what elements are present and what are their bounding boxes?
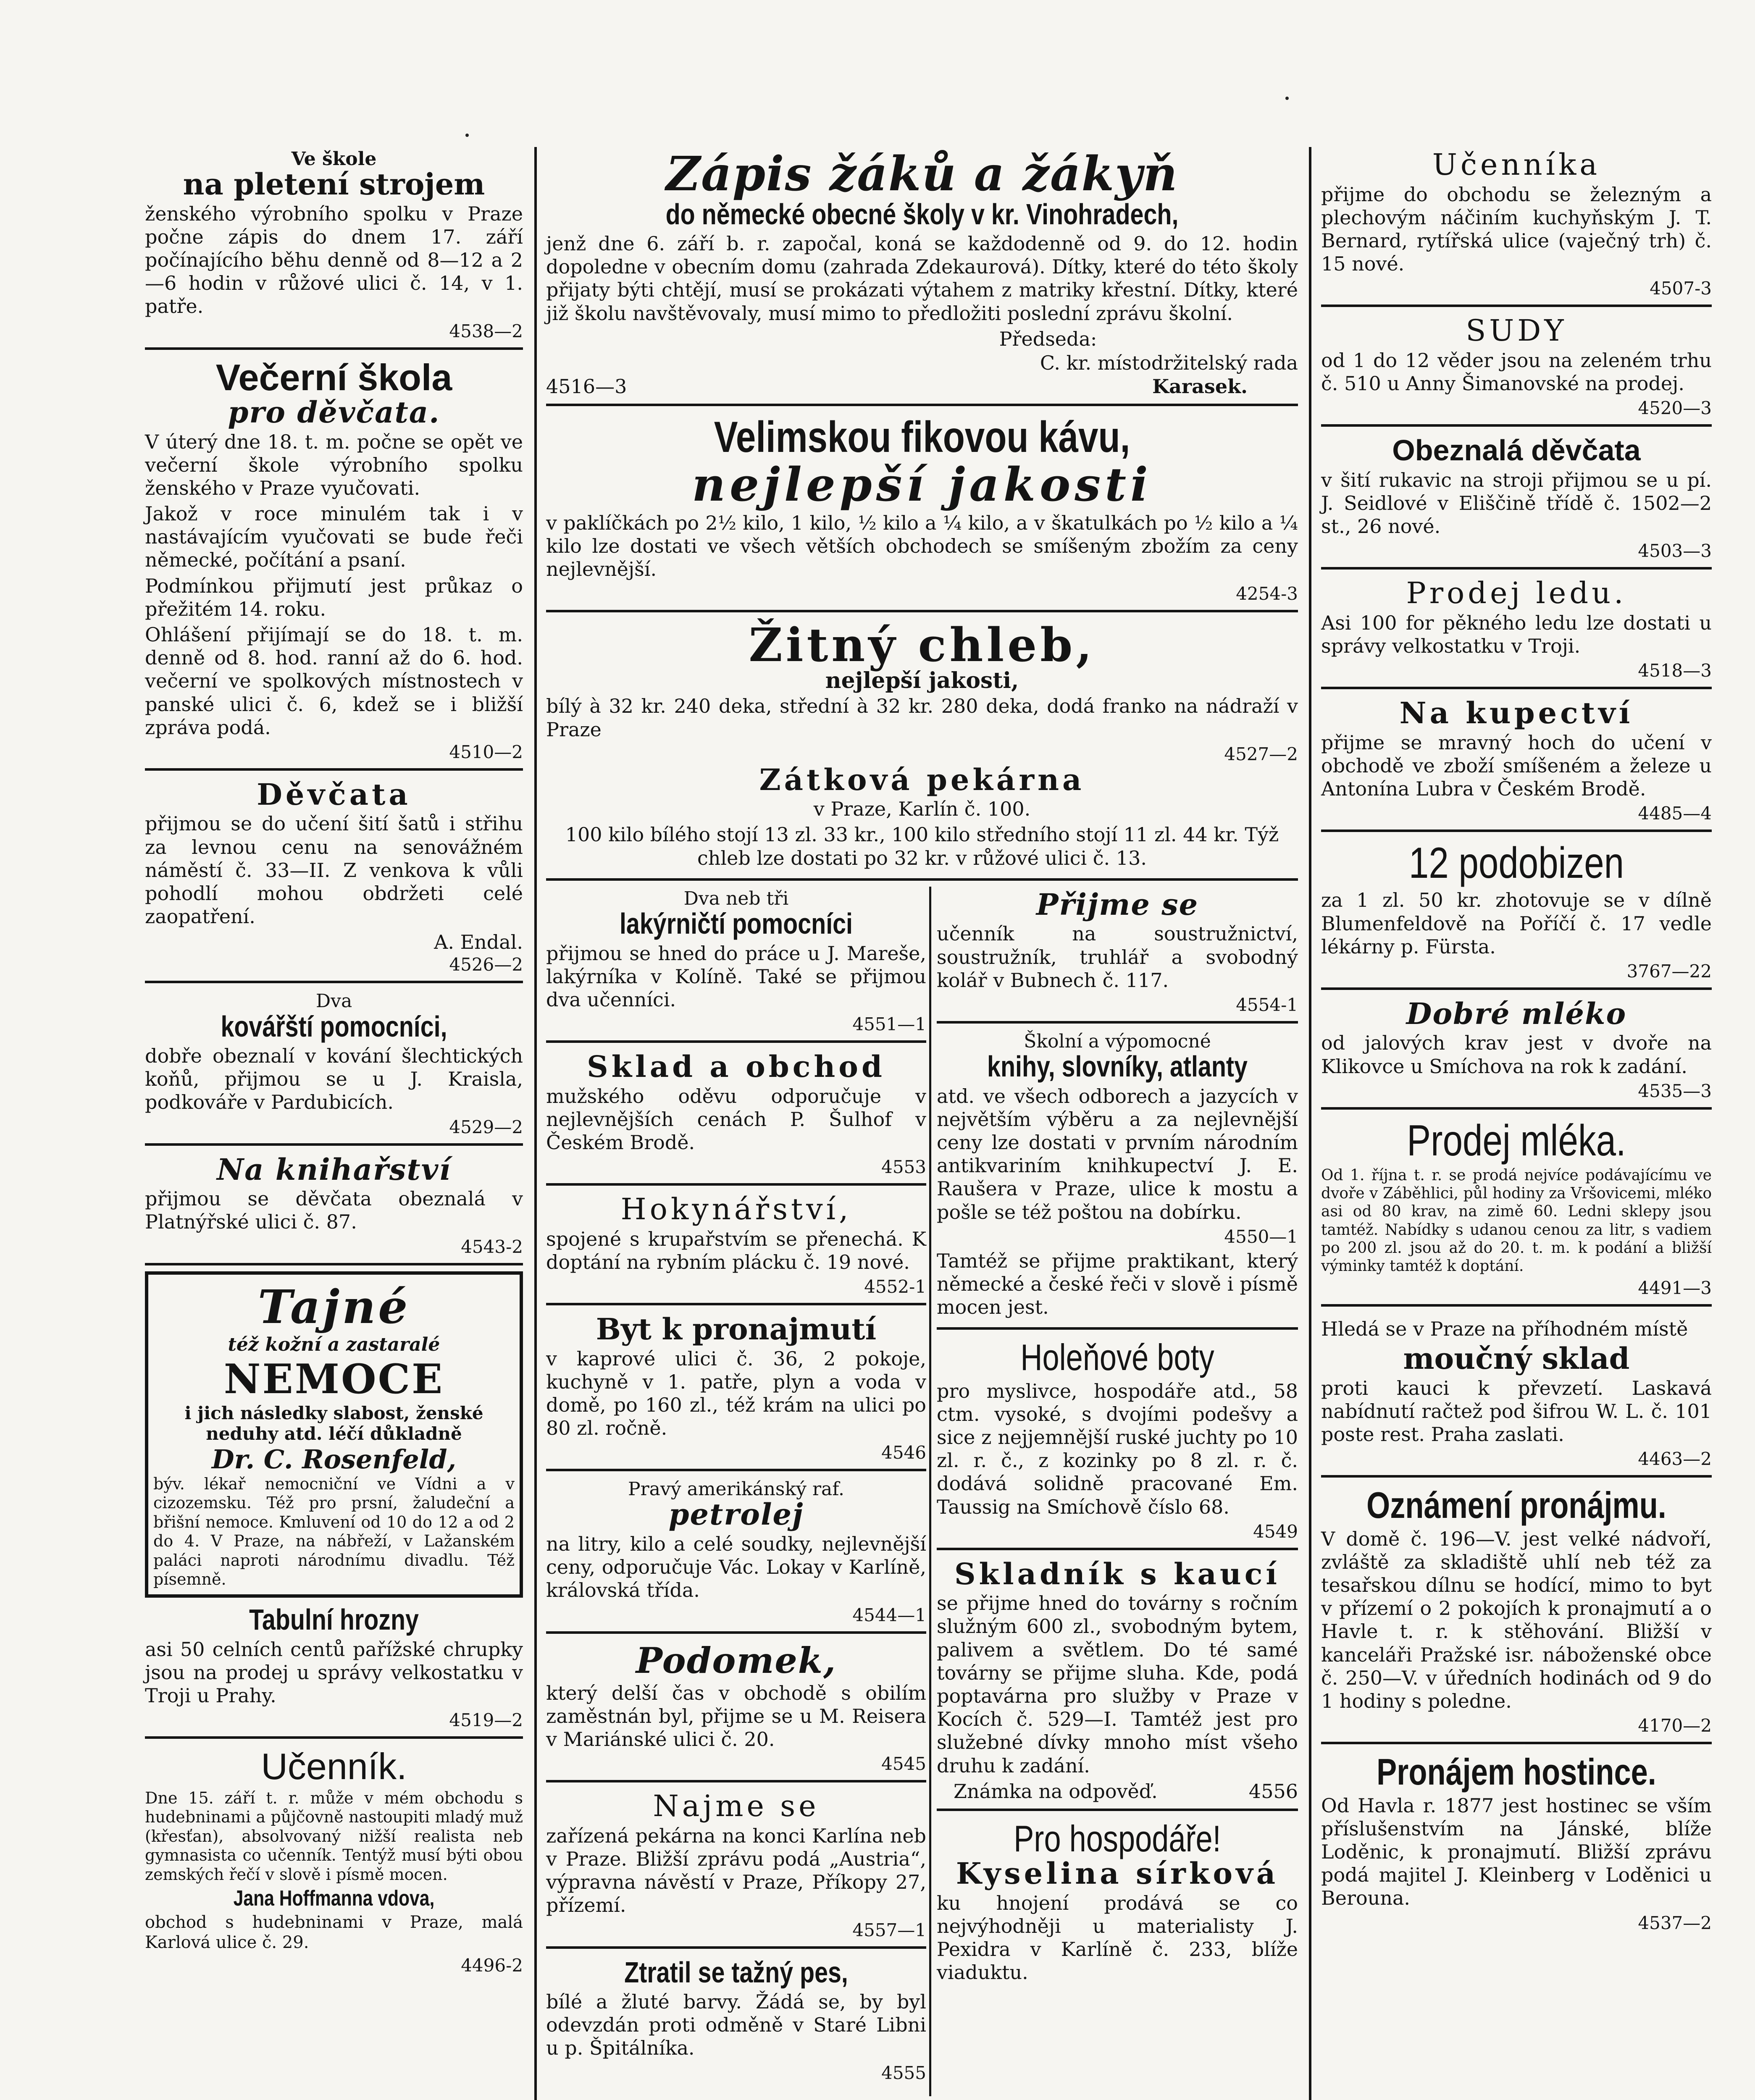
ad-grocery	[546, 1192, 926, 1305]
ad-title: SUDY	[1466, 313, 1567, 348]
ad-body: přijmou se hned do práce u J. Mareše, lakýrníka v Kolíně. Také se přijmou dva učenníci.	[546, 942, 926, 1011]
ad-knitting-school	[145, 147, 523, 350]
ad-signature: Jana Hoffmanna vdova,	[233, 1886, 435, 1911]
ad-rye-bread	[546, 618, 1298, 881]
ad-title: Skladník s kaucí	[954, 1556, 1281, 1591]
ad-apprentice-hardware	[1321, 147, 1712, 307]
column-rule	[534, 147, 537, 2100]
ad-title: Byt k pronajmutí	[596, 1312, 877, 1347]
ad-title: Děvčata	[257, 777, 411, 812]
ad-ice-sale	[1321, 575, 1712, 689]
ad-portraits	[1321, 838, 1712, 990]
ad-ref: 4549	[1253, 1521, 1298, 1542]
ad-body: jenž dne 6. září b. r. započal, koná se každodenně od 9. do 12. hodin dopoledne v obecním domu (zahrada Zdekaurová). Dítky, které do této školy přijaty býti chtějí, musí se prokázati výtahem z matriky křestní. Dítky, které již školu navštěvovaly, musí mimo to předložiti poslední zprávu školní.	[546, 232, 1298, 325]
ad-subtitle: nejlepší jakosti,	[825, 667, 1019, 693]
ad-ref: 4544—1	[852, 1604, 926, 1625]
ad-title: Ztratil se tažný pes,	[624, 1956, 848, 1989]
ad-body: Od 1. října t. r. se prodá nejvíce podávajícímu ve dvoře v Záběhlici, půl hodiny za Vršovicemi, mléko asi od 80 krav, na zimě 60. Ledni sklepy jsou tamtéž. Nabídky s udanou cenou za litr, s vadiem po 200 zl. jsou až do 20. t. m. k podání a bližší výminky tamtéž k doptání.	[1321, 1166, 1712, 1275]
ad-ref: 4543-2	[461, 1236, 523, 1257]
ad-ref: 4516—3	[546, 375, 627, 398]
ad-title: Prodej ledu.	[1406, 576, 1627, 611]
ad-clothing-store	[546, 1049, 926, 1186]
ad-body: v kaprové ulici č. 36, 2 pokoje, kuchyně v 1. patře, plyn a voda v domě, po 160 zl., též krám na ulici po 80 zl. ročně.	[546, 1347, 926, 1440]
ad-ref: 4503—3	[1638, 541, 1712, 562]
ad-title: Na kupectví	[1399, 696, 1634, 731]
ad-body: přijme se mravný hoch do učení v obchodě ve zboží smíšeném a železe u Antonína Lubra v Českém Brodě.	[1321, 731, 1712, 800]
ad-lost-dog	[546, 1955, 926, 2089]
ad-title: 12 podobizen	[1408, 839, 1624, 888]
ad-ref: 4545	[881, 1754, 926, 1774]
ad-petroleum	[546, 1477, 926, 1633]
ad-ref: 4170—2	[1638, 1715, 1712, 1736]
ad-footer-row	[546, 375, 1298, 398]
ad-evening-school	[145, 356, 523, 771]
ad-ref: 4546	[881, 1442, 926, 1463]
ad-ref: 4529—2	[449, 1116, 523, 1137]
ad-title: Holeňové boty	[1020, 1336, 1214, 1378]
ad-body: pro myslivce, hospodáře atd., 58 ctm. vysoké, s dvojími podešvy a sice z nejjemnější ruské juchty po 10 zl. r. č., z kozinky po 8 zl. r. č. dodává solidně pracované Em. Taussig na Smíchově číslo 68.	[937, 1379, 1298, 1518]
ad-body: od 1 do 12 věder jsou na zeleném trhu č. 510 u Anny Šimanovské na prodej.	[1321, 349, 1712, 395]
column-right	[1321, 147, 1712, 1945]
ad-title: Na knihařství	[217, 1152, 451, 1187]
ad-signature: Předseda:	[999, 327, 1097, 350]
ad-farmers	[937, 1817, 1298, 1993]
ad-ref: 4557—1	[852, 1919, 926, 1940]
ad-ref: 4463—2	[1638, 1449, 1712, 1470]
ad-ref: 4496-2	[461, 1955, 523, 1976]
ad-barrels	[1321, 313, 1712, 427]
ad-grapes	[145, 1602, 523, 1739]
ad-body: Hledá se v Praze na příhodném místě	[1321, 1318, 1688, 1341]
ad-body: přijmou se děvčata obeznalá v Platnýřské ulici č. 87.	[145, 1187, 523, 1234]
ad-ref: 3767—22	[1626, 961, 1712, 982]
ad-body: v šití rukavic na stroji přijmou se u pí. J. Seidlové v Eliščině třídě č. 1502—2 st., 26 nové.	[1321, 468, 1712, 538]
ad-fig-coffee	[546, 412, 1298, 612]
ad-title: Přijme se	[1036, 887, 1199, 922]
speck-mark	[1285, 97, 1289, 100]
ad-body: v paklíčkách po 2½ kilo, 1 kilo, ½ kilo a ¼ kilo, a v škatulkách po ½ kilo a ¼ kilo lze dostati ve všech větších obchodech se smíšeným zbožím za ceny nejlevnější.	[546, 511, 1298, 581]
ad-ref: 4527—2	[1224, 743, 1298, 764]
ad-porter	[546, 1640, 926, 1783]
ad-bakery-name: Zátková pekárna	[759, 762, 1085, 797]
ad-body: zařízená pekárna na konci Karlína neb v Praze. Bližší zprávu podá „Austria“, výpravna návěstí v Praze, Příkopy 27, přízemí.	[546, 1824, 926, 1917]
ad-lease-notice	[1321, 1483, 1712, 1744]
ad-body: od jalových krav jest v dvoře na Klikovce u Smíchova na rok k zadání.	[1321, 1032, 1712, 1078]
ad-turner-apprentice	[937, 887, 1298, 1024]
ad-body: který delší čas v obchodě s obilím zaměstnán byl, přijme se u M. Reisera v Mariánské ulici č. 20.	[546, 1681, 926, 1751]
ad-footer-row	[937, 1780, 1298, 1803]
ad-title: Zápis žáků a žákyň	[666, 147, 1178, 202]
ad-small-heading: Ve škole	[291, 148, 377, 170]
ad-body: Od Havla r. 1877 jest hostinec se vším příslušenstvím na Jánské, blíže Loděnic, k pronajmutí. Bližší zprávu podá majitel J. Kleinberg v Loděnici u Berouna.	[1321, 1794, 1712, 1910]
ad-ref: 4485—4	[1638, 803, 1712, 824]
ad-ref: 4526—2	[449, 954, 523, 975]
ad-ref: 4551—1	[852, 1014, 926, 1035]
ad-title: petrolej	[668, 1497, 804, 1532]
ad-body: V domě č. 196—V. jest velké nádvoří, zvláště za skladiště uhlí neb též za tesařskou dílnu se hodící, mimo to byt v přízemí o 2 pokojích k pronajmutí a o Havle t. r. k stěhování. Bližší v kanceláři Pražské isr. náboženské obce č. 250—V. v úředních hodinách od 9 do 1 hodiny s poledne.	[1321, 1527, 1712, 1713]
ad-ref: 4518—3	[1638, 660, 1712, 681]
ad-ref: 4553	[881, 1157, 926, 1178]
ad-bookbinding	[145, 1152, 523, 1265]
ad-body: atd. ve všech odborech a jazycích v největším výběru a za nejlevnější ceny lze dostati v prvním národním antikvariním knihkupectví J. E. Raušera v Praze, ulice k mostu a pošle se též poštou na dobírku.	[937, 1084, 1298, 1223]
ad-paragraph: V úterý dne 18. t. m. počne se opět ve večerní škole výrobního spolku ženského v Praze vyučovati.	[145, 430, 523, 499]
ad-title: moučný sklad	[1403, 1341, 1630, 1376]
ad-school-enrollment	[546, 147, 1298, 406]
ad-ref: 4550—1	[1224, 1226, 1298, 1247]
ad-books	[937, 1029, 1298, 1330]
ad-ref: 4491—3	[1638, 1278, 1712, 1299]
ad-body: za 1 zl. 50 kr. zhotovuje se v dílně Blumenfeldově na Poříčí č. 17 vedle lékárny p. Fürsta.	[1321, 889, 1712, 958]
ad-subtitle: nejlepší jakosti	[692, 457, 1152, 512]
ad-title: Pronájem hostince.	[1377, 1751, 1656, 1793]
ad-body: Tamtéž se přijme praktikant, který německé a české řeči v slově i písmě mocen jest.	[937, 1249, 1298, 1319]
column-middle	[546, 147, 1298, 2100]
ad-milk-sale	[1321, 1116, 1712, 1307]
ad-inn-lease	[1321, 1750, 1712, 1939]
ad-body: obchod s hudebninami v Praze, malá Karlová ulice č. 29.	[145, 1913, 523, 1953]
ad-paragraph: Ohlášení přijímají se do 18. t. m. denně od 8. hod. ranní až do 6. hod. večerní ve spolkových místnostech v panské ulici č. 6, kdež se i bližší zpráva podá.	[145, 623, 523, 739]
ad-doctor-name: Dr. C. Rosenfeld,	[211, 1444, 457, 1475]
ad-body: 100 kilo bílého stojí 13 zl. 33 kr., 100 kilo středního stojí 11 zl. 44 kr. Týž chleb lze dostati po 32 kr. v růžové ulici č. 13.	[565, 823, 1279, 869]
ad-title: Tabulní hrozny	[249, 1603, 419, 1636]
ad-ref: 4538—2	[449, 320, 523, 341]
middle-right-subcolumn	[937, 887, 1298, 1999]
ad-title: Dobré mléko	[1406, 996, 1627, 1031]
ad-title: Najme se	[653, 1789, 820, 1824]
ad-ref: 4507-3	[1650, 278, 1712, 299]
ad-ref: 4519—2	[449, 1710, 523, 1731]
ad-body: bílé a žluté barvy. Žádá se, by byl odevzdán proti odměně v Staré Libni u p. Špitálníka.	[546, 1990, 926, 2060]
ad-ref: 4555	[881, 2062, 926, 2083]
ad-title: Velimskou fikovou kávu,	[714, 413, 1130, 462]
ad-heading: NEMOCE	[223, 1355, 444, 1403]
ad-title: Sklad a obchod	[587, 1049, 885, 1084]
ad-secret-diseases	[145, 1271, 523, 1598]
ad-body: ženského výrobního spolku v Praze počne zápis do dnem 17. září počínajícího běhu denně od 8—12 a 2—6 hodin v růžové ulici č. 14, v 1. patře.	[145, 202, 523, 318]
ad-subtitle: pro děvčata.	[228, 395, 440, 430]
ad-body: mužského oděvu odporučuje v nejlevnějších cenách P. Šulhof v Českém Brodě.	[546, 1084, 926, 1154]
ad-ref: 4556	[1248, 1780, 1298, 1803]
ad-blacksmiths	[145, 989, 523, 1145]
ad-title: Učenníka	[1432, 147, 1601, 182]
ad-girls-sewing	[145, 777, 523, 983]
column-rule	[1309, 147, 1311, 2100]
ad-title: Učenník.	[261, 1746, 407, 1788]
ad-paragraph: Jakož v roce minulém tak i v nastávajícím vyučovati se bude řeči německé, počítání a psaní.	[145, 502, 523, 572]
ad-apprentice-music	[145, 1745, 523, 1982]
ad-good-milk	[1321, 996, 1712, 1110]
column-rule	[929, 887, 931, 2096]
ad-ref: 4520—3	[1638, 398, 1712, 419]
ad-ref: 4537—2	[1638, 1912, 1712, 1933]
ad-ref: 4510—2	[449, 741, 523, 762]
ad-body: Asi 100 for pěkného ledu lze dostati u správy velkostatku v Troji.	[1321, 611, 1712, 657]
ad-warehouseman	[937, 1556, 1298, 1811]
ad-glove-seamstresses	[1321, 433, 1712, 570]
middle-subcolumns	[546, 887, 1298, 2100]
ad-title: Prodej mléka.	[1407, 1116, 1626, 1165]
ad-title: Tajné	[257, 1279, 410, 1334]
ad-text: i jich následky slabost, ženské neduhy atd. léčí důkladně	[184, 1402, 483, 1444]
ad-title: kovářští pomocníci,	[221, 1010, 447, 1043]
ad-subtitle: Kyselina sírková	[956, 1856, 1279, 1891]
ad-small-heading: Dva	[315, 990, 352, 1012]
ad-title: Žitný chleb,	[749, 618, 1096, 672]
ad-subtitle: do německé obecné školy v kr. Vinohradech,	[665, 197, 1179, 231]
ad-title: Obeznalá děvčata	[1392, 434, 1641, 467]
ad-body: spojené s krupařstvím se přenechá. K doptání na rybním plácku č. 19 nové.	[546, 1227, 926, 1273]
speck-mark	[465, 134, 469, 137]
ad-bakery-lease	[546, 1788, 926, 1948]
ad-ref: 4554-1	[1236, 994, 1298, 1015]
ad-body: býv. lékař nemocniční ve Vídni a v cizozemsku. Též pro prsní, žaludeční a břišní nemoce. Kmluvení od 10 do 12 a od 2 do 4. V Praze, na nábřeží, v Lažanském paláci naproti národnímu divadlu. Též písemně.	[153, 1474, 515, 1589]
column-left	[145, 147, 523, 1987]
ad-body: asi 50 celních centů pařížské chrupky jsou na prodej u správy velkostatku v Troji u Prahy.	[145, 1638, 523, 1707]
ad-small-heading: Dva neb tři	[683, 887, 789, 909]
ad-body: na litry, kilo a celé soudky, nejlevnější ceny, odporučuje Vác. Lokay v Karlíně, královská třída.	[546, 1532, 926, 1602]
ad-title: Večerní škola	[215, 356, 452, 398]
ad-body: přijmou se do učení šití šatů i střihu za levnou cenu na senovážném náměstí č. 33—II. Z venkova k vůli pohodlí mohou obdržeti celé zaopatření.	[145, 812, 523, 928]
ad-small-heading: Pravý amerikánský raf.	[628, 1478, 844, 1500]
ad-title: knihy, slovníky, atlanty	[987, 1050, 1248, 1083]
ad-merchant-apprentice	[1321, 695, 1712, 832]
ad-title: lakýrničtí pomocníci	[619, 907, 853, 940]
ad-boots	[937, 1336, 1298, 1550]
ad-title: na pletení strojem	[183, 167, 485, 202]
ad-title: Oznámení pronájmu.	[1366, 1484, 1666, 1526]
ad-title: Hokynářství,	[620, 1192, 852, 1227]
ad-address: v Praze, Karlín č. 100.	[813, 798, 1031, 821]
ad-signature: C. kr. místodržitelský rada	[1040, 352, 1298, 375]
ad-ref: 4535—3	[1638, 1080, 1712, 1101]
ad-varnishers	[546, 887, 926, 1043]
ad-small-heading: Školní a výpomocné	[1024, 1030, 1211, 1052]
ad-body: přijme do obchodu se železným a plechovým náčiním kuchyňským J. T. Bernard, rytířská ulice (vaječný trh) č. 15 nové.	[1321, 183, 1712, 276]
ad-body: učenník na soustružnictví, soustružník, truhlář a svobodný kolář v Bubnech č. 117.	[937, 922, 1298, 992]
ad-body: ku hnojení prodává se co nejvýhodněji u materialisty J. Pexidra v Karlíně č. 233, blíže viaduktu.	[937, 1891, 1298, 1984]
ad-body: proti kauci k převzetí. Laskavá nabídnutí račtež pod šifrou W. L. č. 101 poste rest. Praha zaslati.	[1321, 1376, 1712, 1446]
ad-ref: 4552-1	[864, 1276, 926, 1297]
ad-apartment	[546, 1311, 926, 1471]
ad-title: Podomek,	[636, 1639, 837, 1681]
ad-ref: 4254-3	[1236, 583, 1298, 604]
ad-body: se přijme hned do továrny s ročním služným 600 zl., svobodným bytem, palivem a světlem. Do té samé továrny se přijme sluha. Kde, podá poptavárna pro služby v Praze v Kocích č. 529—I. Tamtéž jest pro služebné dívky mnoho míst všeho druhu k zadání.	[937, 1592, 1298, 1777]
ad-flour-store	[1321, 1312, 1712, 1478]
ad-subtitle: též kožní a zastaralé	[228, 1334, 440, 1355]
ad-body: dobře obeznalí v kování šlechtických koňů, přijmou se u J. Kraisla, podkováře v Pardubicích.	[145, 1045, 523, 1114]
ad-signature: A. Endal.	[434, 931, 523, 954]
ad-body: Dne 15. září t. r. může v mém obchodu s hudebninami a půjčovně nastoupiti mladý muž (křesťan), absolvovaný nižší realista neb gymnasista co učenník. Tentýž musí býti obou zemských řečí v slově i písmě mocen.	[145, 1788, 523, 1884]
ad-body: bílý à 32 kr. 240 deka, střední à 32 kr. 280 deka, dodá franko na nádraží v Praze	[546, 695, 1298, 741]
middle-left-subcolumn	[546, 887, 926, 2095]
ad-signature: Karasek.	[1152, 375, 1248, 398]
ad-paragraph: Podmínkou přijmutí jest průkaz o přežitém 14. roku.	[145, 574, 523, 620]
ad-title: Pro hospodáře!	[1014, 1817, 1221, 1859]
ad-signature: Známka na odpověď.	[954, 1780, 1158, 1803]
